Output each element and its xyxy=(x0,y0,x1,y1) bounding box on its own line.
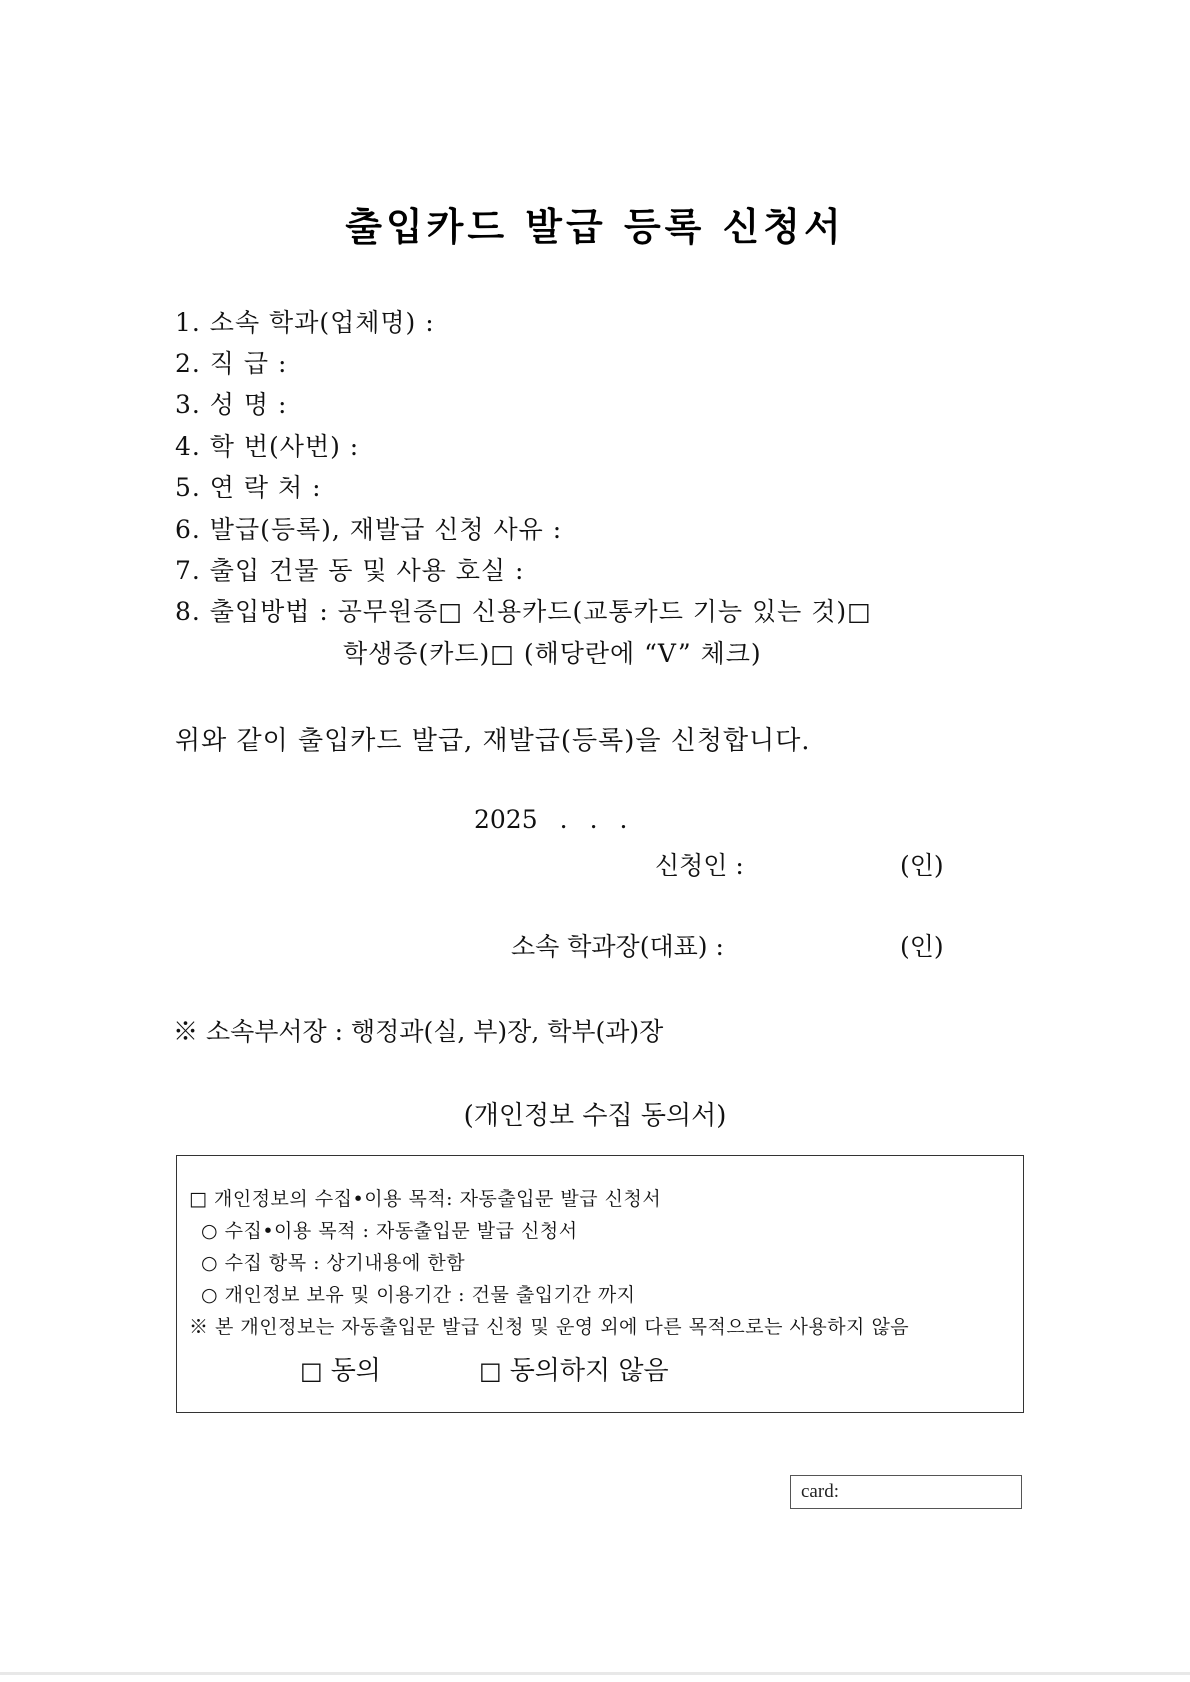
field-department: 1. 소속 학과(업체명) : xyxy=(175,308,435,337)
declaration-text: 위와 같이 출입카드 발급, 재발급(등록)을 신청합니다. xyxy=(175,726,811,756)
document-title: 출입카드 발급 등록 신청서 xyxy=(345,204,845,249)
disagree-option[interactable] xyxy=(479,1350,669,1387)
department-head-label: 소속 학과장(대표) : xyxy=(511,932,724,961)
field-access-method-continued: 학생증(카드)□ (해당란에 “V” 체크) xyxy=(343,639,762,668)
applicant-label: 신청인 : xyxy=(655,851,744,880)
field-position: 2. 직 급 : xyxy=(175,349,288,378)
card-number-field[interactable] xyxy=(790,1475,1022,1509)
date-year: 2025 xyxy=(474,805,538,834)
disagree-label: 동의하지 않음 xyxy=(509,1356,669,1386)
card-label: card: xyxy=(801,1481,839,1502)
agree-option[interactable] xyxy=(300,1350,381,1387)
scan-edge-divider xyxy=(0,1672,1190,1675)
field-name: 3. 성 명 : xyxy=(175,390,288,419)
field-contact: 5. 연 락 처 : xyxy=(175,473,322,502)
department-head-seal: (인) xyxy=(900,932,944,961)
field-access-method: 8. 출입방법 : 공무원증□ 신용카드(교통카드 기능 있는 것)□ xyxy=(175,597,872,626)
privacy-items-line: ○ 수집 항목 : 상기내용에 한함 xyxy=(201,1252,466,1274)
privacy-notice-line: ※ 본 개인정보는 자동출입문 발급 신청 및 운영 외에 다른 목적으로는 사용하지 않음 xyxy=(189,1316,910,1338)
privacy-retention-line: ○ 개인정보 보유 및 이용기간 : 건물 출입기간 까지 xyxy=(201,1284,636,1306)
date-line: 2025 . . . xyxy=(474,805,628,834)
department-head-note: ※ 소속부서장 : 행정과(실, 부)장, 학부(과)장 xyxy=(173,1017,664,1046)
privacy-use-purpose-line: ○ 수집•이용 목적 : 자동출입문 발급 신청서 xyxy=(201,1220,578,1242)
privacy-consent-heading: (개인정보 수집 동의서) xyxy=(463,1101,727,1131)
field-reason: 6. 발급(등록), 재발급 신청 사유 : xyxy=(175,515,563,544)
disagree-checkbox[interactable]: □ xyxy=(479,1357,502,1385)
applicant-seal: (인) xyxy=(900,851,944,880)
agree-checkbox[interactable]: □ xyxy=(300,1357,323,1385)
privacy-purpose-line: □ 개인정보의 수집•이용 목적: 자동출입문 발급 신청서 xyxy=(189,1188,662,1210)
agree-label: 동의 xyxy=(330,1356,381,1386)
field-student-id: 4. 학 번(사번) : xyxy=(175,432,360,461)
field-building-room: 7. 출입 건물 동 및 사용 호실 : xyxy=(175,556,525,585)
